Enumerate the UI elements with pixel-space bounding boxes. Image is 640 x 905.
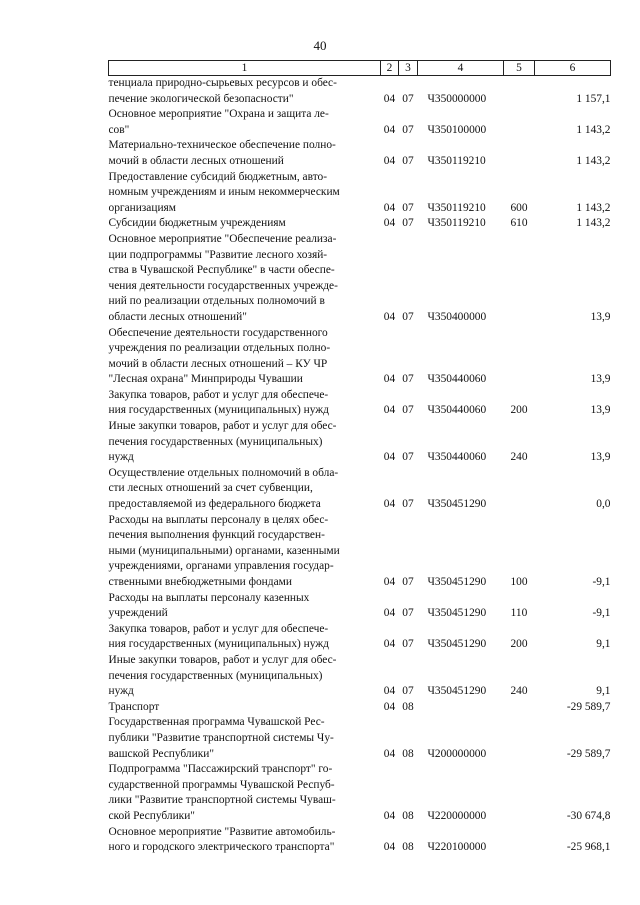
row-section: 04 <box>383 685 396 698</box>
row-amount: -29 589,7 <box>566 700 611 713</box>
row-name: Расходы на выплаты персоналу казенных учреждений <box>108 591 310 620</box>
row-target-code: Ч350119210 <box>427 201 486 214</box>
row-name: Субсидии бюджетным учреждениям <box>108 217 286 230</box>
row-target-code: Ч350451290 <box>427 607 487 620</box>
row-expense-type: 110 <box>510 607 528 620</box>
row-amount: -30 674,8 <box>566 809 611 822</box>
row-name: Основное мероприятие "Развитие автомобиль- ного и городского электрического транспорта" <box>108 825 336 854</box>
table-row <box>109 762 611 824</box>
row-name: Материально-техническое обеспечение полно- мочий в области лесных отношений <box>108 139 336 167</box>
row-name: Закупка товаров, работ и услуг для обеспече- ния государственных (муниципальных) нужд <box>108 622 329 651</box>
table-row <box>109 388 611 419</box>
table-row <box>109 700 611 716</box>
row-expense-type: 200 <box>510 638 528 651</box>
row-expense-type <box>504 107 535 138</box>
row-subsection: 08 <box>402 841 414 854</box>
row-expense-type: 610 <box>510 217 528 230</box>
row-section: 04 <box>383 373 396 386</box>
row-amount: 13,9 <box>590 451 611 464</box>
table-body <box>109 76 611 856</box>
row-amount: 1 143,2 <box>576 123 611 136</box>
row-amount: 13,9 <box>590 310 611 323</box>
row-target-code: Ч350451290 <box>427 685 487 698</box>
row-target-code: Ч350119210 <box>427 154 486 167</box>
table-row <box>109 513 611 591</box>
row-expense-type <box>504 762 535 824</box>
row-target-code: Ч350451290 <box>427 498 487 511</box>
row-expense-type: 200 <box>510 404 528 417</box>
table-row <box>109 715 611 762</box>
row-amount: -25 968,1 <box>566 841 611 854</box>
row-amount: -9,1 <box>592 576 611 588</box>
row-section: 04 <box>383 841 396 854</box>
row-section: 04 <box>383 809 396 822</box>
row-expense-type <box>504 76 535 108</box>
row-section: 04 <box>383 747 396 760</box>
row-section: 04 <box>383 217 396 230</box>
row-subsection: 07 <box>402 404 414 417</box>
row-amount: 1 157,1 <box>576 92 611 105</box>
row-expense-type <box>504 232 535 326</box>
row-expense-type <box>504 715 535 762</box>
row-section: 04 <box>383 201 396 214</box>
row-name: Государственная программа Чувашской Рес- публики "Развитие транспортной системы Чу- вашской Республики" <box>108 716 334 760</box>
row-target-code: Ч350100000 <box>427 123 487 136</box>
column-header-target-code: 4 <box>418 61 504 76</box>
row-amount: 1 143,2 <box>576 217 611 230</box>
row-name: Расходы на выплаты персоналу в целях обес- печения выполнения функций государствен- ными (муниципальными) органами, казенными учреждениями, органами управления государ- ственными внебюджетными фондами <box>108 513 340 588</box>
row-expense-type <box>504 138 535 169</box>
row-section: 04 <box>383 451 396 464</box>
row-target-code: Ч350451290 <box>427 576 487 588</box>
row-section: 04 <box>383 498 396 511</box>
row-expense-type: 240 <box>510 685 528 698</box>
row-subsection: 07 <box>402 373 414 386</box>
row-name: Закупка товаров, работ и услуг для обеспече- ния государственных (муниципальных) нужд <box>108 388 329 417</box>
row-section: 04 <box>383 310 396 323</box>
row-target-code: Ч350440060 <box>427 451 487 464</box>
row-name: Предоставление субсидий бюджетным, авто- номным учреждениям и иным некоммерческим организациям <box>108 170 340 214</box>
row-subsection: 07 <box>402 576 414 588</box>
row-target-code: Ч350440060 <box>427 373 487 386</box>
column-header-expense-type: 5 <box>504 61 535 76</box>
row-target-code: Ч200000000 <box>427 747 487 760</box>
row-subsection: 07 <box>402 451 414 464</box>
header-row <box>109 61 611 76</box>
table-row <box>109 138 611 169</box>
row-amount: 1 143,2 <box>576 201 611 214</box>
row-section: 04 <box>383 638 396 651</box>
row-subsection: 08 <box>402 809 414 822</box>
row-expense-type <box>504 825 535 856</box>
table-row <box>109 76 611 108</box>
table-header <box>109 61 611 76</box>
row-amount: 9,1 <box>596 685 611 698</box>
row-subsection: 08 <box>402 747 414 760</box>
row-name: Подпрограмма "Пассажирский транспорт" го- сударственной программы Чувашской Респуб- лики "Развитие транспортной системы Чуваш- ской Республики" <box>108 763 336 822</box>
table-row <box>109 232 611 326</box>
row-section: 04 <box>383 123 396 136</box>
row-target-code <box>418 700 504 716</box>
column-header-amount: 6 <box>535 61 611 76</box>
row-expense-type <box>504 326 535 388</box>
row-target-code: Ч350440060 <box>427 404 487 417</box>
row-amount: 13,9 <box>590 404 611 417</box>
row-target-code: Ч350400000 <box>427 310 487 323</box>
row-subsection: 07 <box>402 201 414 214</box>
row-expense-type <box>504 700 535 716</box>
page-number: 40 <box>313 38 327 53</box>
row-amount: 9,1 <box>596 638 611 651</box>
table-row <box>109 591 611 622</box>
row-name: Основное мероприятие "Обеспечение реализа- ции подпрограммы "Развитие лесного хозяй- ства в Чувашской Республике" в части обеспе- чения деятельности государственных учрежде- ний по реализации отдельных полномочий в области лесных отношений" <box>108 232 338 323</box>
row-section: 04 <box>383 404 396 417</box>
row-subsection: 07 <box>402 638 414 651</box>
row-target-code: Ч220000000 <box>427 809 487 822</box>
row-name: Осуществление отдельных полномочий в обла- сти лесных отношений за счет субвенции, предоставляемой из федерального бюджета <box>108 466 339 511</box>
row-expense-type: 100 <box>510 576 528 588</box>
row-name: Транспорт <box>108 700 160 713</box>
table-row <box>109 825 611 856</box>
table-row <box>109 326 611 388</box>
row-subsection: 08 <box>402 700 414 713</box>
budget-table <box>108 60 611 856</box>
column-header-section: 2 <box>381 61 399 76</box>
table-row <box>109 170 611 217</box>
table-row <box>109 653 611 700</box>
row-expense-type: 240 <box>510 451 528 464</box>
row-section: 04 <box>383 700 396 713</box>
row-subsection: 07 <box>402 498 414 511</box>
row-subsection: 07 <box>402 154 414 167</box>
row-name: Иные закупки товаров, работ и услуг для обес- печения государственных (муниципальных) нужд <box>108 653 337 698</box>
row-subsection: 07 <box>402 685 414 698</box>
row-subsection: 07 <box>402 92 414 105</box>
row-amount: -9,1 <box>592 607 611 620</box>
row-amount: -29 589,7 <box>566 747 611 760</box>
row-target-code: Ч220100000 <box>427 841 487 854</box>
row-amount: 0,0 <box>596 498 611 511</box>
table-row <box>109 466 611 513</box>
table-row <box>109 419 611 466</box>
row-expense-type: 600 <box>510 201 528 214</box>
row-subsection: 07 <box>402 607 414 620</box>
row-amount: 13,9 <box>590 373 611 386</box>
row-subsection: 07 <box>402 217 414 230</box>
row-target-code: Ч350119210 <box>427 217 486 230</box>
table-row <box>109 216 611 232</box>
row-target-code: Ч350451290 <box>427 638 487 651</box>
row-section: 04 <box>383 92 396 105</box>
column-header-name: 1 <box>109 61 381 76</box>
table-row <box>109 622 611 653</box>
row-subsection: 07 <box>402 310 414 323</box>
row-subsection: 07 <box>402 123 414 136</box>
row-name: Основное мероприятие "Охрана и защита ле- сов" <box>108 108 329 136</box>
row-name: тенциала природно-сырьевых ресурсов и обес- печение экологической безопасности" <box>108 77 337 105</box>
row-section: 04 <box>383 576 396 588</box>
row-expense-type <box>504 466 535 513</box>
row-name: Обеспечение деятельности государственного учреждения по реализации отдельных полно- мочий в области лесных отношений – КУ ЧР "Лесная охрана" Минприроды Чувашии <box>108 326 331 386</box>
row-name: Иные закупки товаров, работ и услуг для обес- печения государственных (муниципальных) нужд <box>108 420 337 464</box>
row-section: 04 <box>383 607 396 620</box>
row-target-code: Ч350000000 <box>427 92 487 105</box>
column-header-subsection: 3 <box>399 61 418 76</box>
row-amount: 1 143,2 <box>576 154 611 167</box>
row-section: 04 <box>383 154 396 167</box>
table-row <box>109 107 611 138</box>
